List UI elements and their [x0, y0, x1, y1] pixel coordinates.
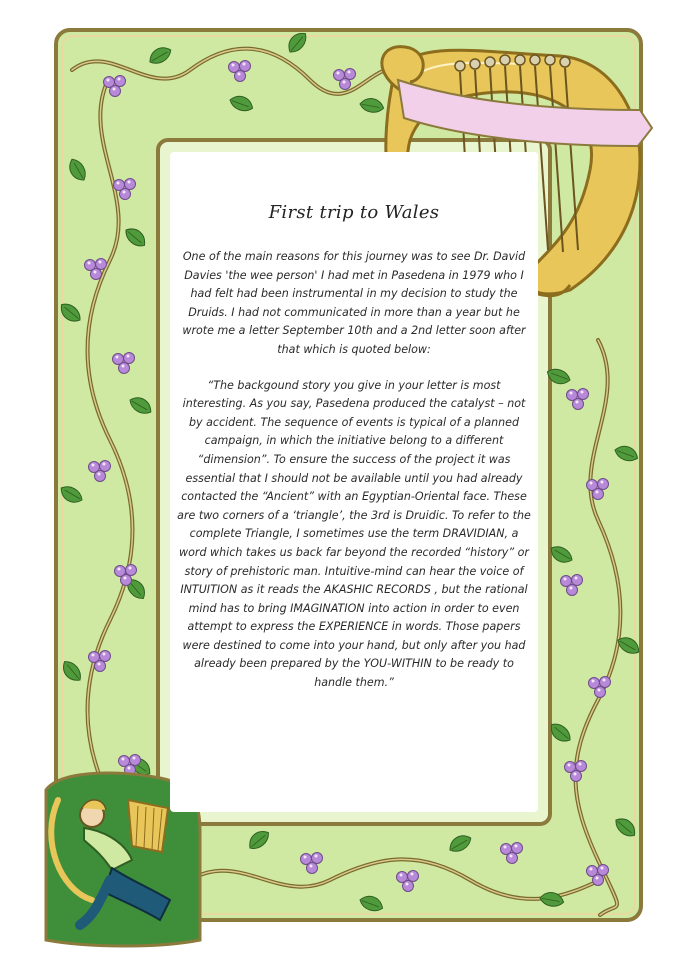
paragraph-quote: “The backgound story you give in your letter is most interesting. As you say, Pasedena produced the catalyst – not by accident. The sequence of events is typical of a planned campaign, in which the initiative belong to a different “dimension”. To ensure the success of the project it was essential that I should not be available until you had already contacted the “Ancient” with an Egyptian-Oriental face. These are two corners of a ‘triangle’, the 3rd is Druidic. To refer to the complete Triangle, I sometimes use the term DRAVIDIAN, a word which takes us back far beyond the recorded “history” or story of prehistoric man. Intuitive-mind can hear the voice of INTUITION as it reads the AKASHIC RECORDS , but the rational mind has to bring IMAGINATION into action in order to even attempt to express the EXPERIENCE in words. Those papers were destined to come into your hand, but only after you had already been prepared by the YOU-WITHIN to be ready to handle them.”	[177, 378, 531, 690]
body-text	[176, 248, 532, 693]
page-title: First trip to Wales	[268, 202, 440, 223]
paragraph-intro: One of the main reasons for this journey was to see Dr. David Davies 'the wee person' I had met in Pasedena in 1979 who I had felt had been instrumental in my decision to study the Druids. I had not communicated in more than a year but he wrote me a letter September 10th and a 2nd letter soon after that which is quoted below:	[182, 250, 526, 356]
